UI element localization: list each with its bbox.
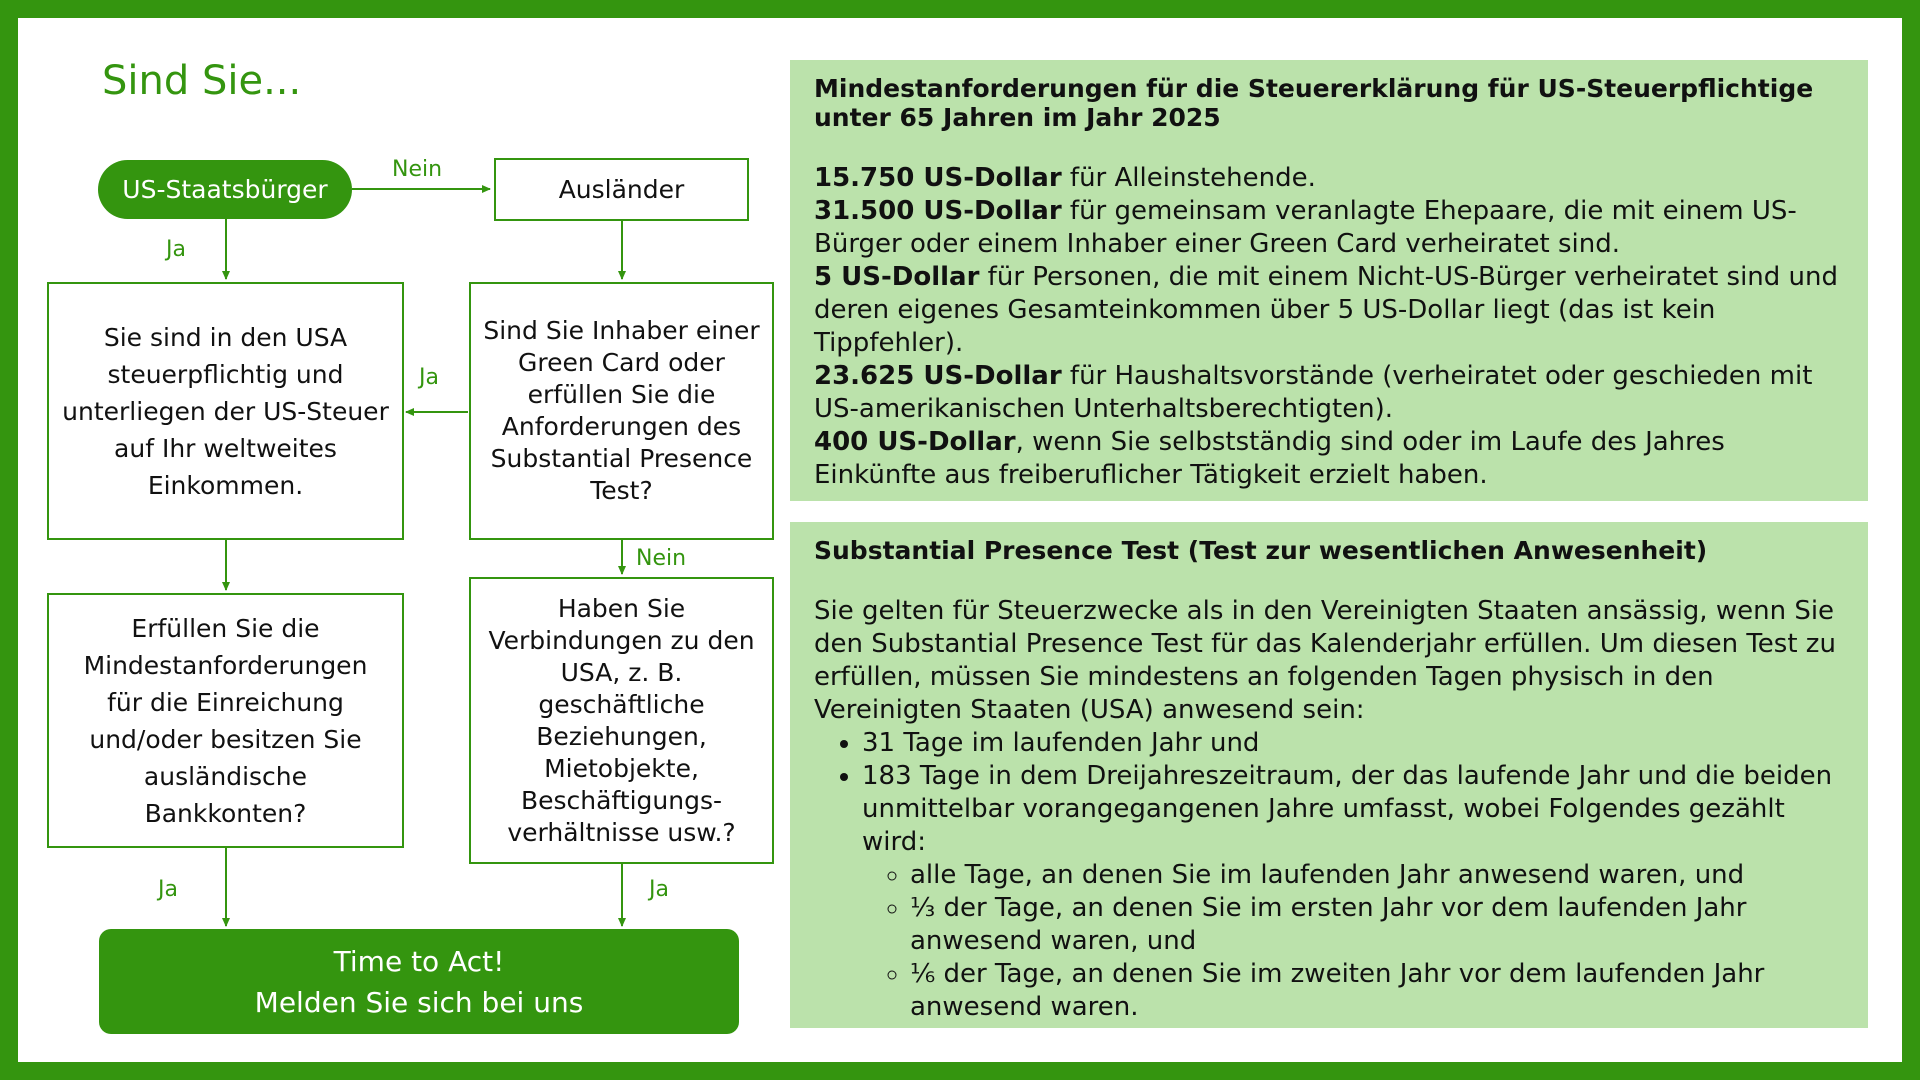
presence-sub-bullet-list — [862, 859, 1844, 1024]
substantial-presence-heading: Substantial Presence Test (Test zur wesentlichen Anwesenheit) — [814, 536, 1708, 565]
substantial-presence-intro: Sie gelten für Steuerzwecke als in den Vereinigten Staaten ansässig, wenn Sie den Substantial Presence Test für das Kalenderjahr erfüllen. Um diesen Test zu erfüllen, müssen Sie mindestens an folgenden Tagen physisch in den Vereinigten Staaten (USA) anwesend sein: — [814, 596, 1836, 725]
requirement-text: für Haushaltsvorstände (verheiratet oder geschieden mit US-amerikanischen Unterhaltsberechtigten). — [814, 361, 1813, 424]
foreigner-label: Ausländer — [558, 174, 685, 204]
page-title: Sind Sie... — [102, 58, 302, 104]
green-card-line: Anforderungen des — [501, 412, 742, 441]
requirements-heading: Mindestanforderungen für die Steuererklärung für US-Steuerpflichtige unter 65 Jahren im Jahr 2025 — [814, 74, 1814, 132]
requirement-item — [814, 426, 1844, 492]
minimum-line: Bankkonten? — [144, 798, 307, 828]
green-card-node — [469, 282, 774, 540]
connections-line: Beziehungen, — [536, 721, 707, 751]
taxable-line: auf Ihr weltweites — [114, 433, 337, 463]
foreigner-node — [494, 158, 749, 221]
presence-sub-bullet: ◦ alle Tage, an denen Sie im laufenden Jahr anwesend waren, und — [910, 859, 1844, 892]
cta-line-2: Melden Sie sich bei uns — [254, 985, 584, 1019]
green-card-line: Substantial Presence — [490, 444, 753, 473]
minimum-requirements-node — [47, 593, 404, 848]
requirements-panel — [790, 60, 1868, 501]
requirement-amount: 31.500 US-Dollar — [814, 196, 1062, 226]
us-citizen-label: US-Staatsbürger — [122, 175, 328, 204]
taxable-line: Sie sind in den USA — [103, 322, 348, 352]
minimum-line: und/oder besitzen Sie — [89, 724, 362, 754]
cta-line-1: Time to Act! — [333, 944, 505, 978]
label-nein-top: Nein — [392, 157, 443, 182]
label-ja-connections: Ja — [649, 877, 669, 902]
requirement-text: für Alleinstehende. — [1061, 163, 1316, 193]
minimum-line: ausländische — [143, 761, 308, 791]
requirement-item — [814, 261, 1844, 360]
connections-line: geschäftliche — [538, 689, 705, 719]
presence-sub-bullet: ◦ ⅙ der Tage, an denen Sie im zweiten Jahr vor dem laufenden Jahr anwesend waren. — [910, 958, 1844, 1024]
connections-line: Haben Sie — [557, 593, 686, 623]
green-card-line: Green Card oder — [518, 348, 725, 377]
green-card-line: erfüllen Sie die — [527, 380, 716, 409]
connections-line: Verbindungen zu den — [488, 625, 755, 655]
requirement-text: , wenn Sie selbstständig sind oder im Laufe des Jahres Einkünfte aus freiberuflicher Tätigkeit erzielt haben. — [814, 427, 1725, 490]
requirement-amount: 23.625 US-Dollar — [814, 361, 1062, 391]
presence-bullet — [862, 727, 1844, 760]
green-card-line: Sind Sie Inhaber einer — [483, 316, 760, 345]
minimum-line: für die Einreichung — [107, 687, 344, 717]
requirement-text: für gemeinsam veranlagte Ehepaare, die mit einem US-Bürger oder einem Inhaber einer Green Card verheiratet sind. — [814, 196, 1797, 259]
us-citizen-node — [98, 160, 352, 219]
presence-sub-bullet: ◦ ⅓ der Tage, an denen Sie im ersten Jahr vor dem laufenden Jahr anwesend waren, und — [910, 892, 1844, 958]
us-connections-node — [469, 577, 774, 864]
connections-line: USA, z. B. — [560, 657, 683, 687]
taxable-line: steuerpflichtig und — [107, 359, 344, 389]
minimum-line: Mindestanforderungen — [83, 650, 368, 680]
minimum-line: Erfüllen Sie die — [131, 613, 320, 643]
requirement-text: für Personen, die mit einem Nicht-US-Bürger verheiratet sind und deren eigenes Gesamteinkommen über 5 US-Dollar liegt (das ist kein Tippfehler). — [814, 262, 1839, 358]
taxable-line: unterliegen der US-Steuer — [62, 396, 389, 426]
presence-bullet-text: 31 Tage im laufenden Jahr und — [862, 728, 1260, 758]
label-ja-greencard: Ja — [419, 365, 439, 390]
presence-bullet-list — [814, 727, 1844, 1024]
requirement-amount: 5 US-Dollar — [814, 262, 980, 292]
connections-line: verhältnisse usw.? — [507, 817, 736, 847]
label-ja-citizen: Ja — [166, 237, 186, 262]
requirement-item — [814, 162, 1844, 195]
requirement-amount: 400 US-Dollar — [814, 427, 1016, 457]
connections-line: Beschäftigungs- — [520, 785, 723, 815]
requirements-list — [814, 162, 1844, 492]
label-ja-minimum: Ja — [158, 877, 178, 902]
presence-bullet-text: 183 Tage in dem Dreijahreszeitraum, der das laufende Jahr und die beiden unmittelbar vorangegangenen Jahre umfasst, wobei Folgendes gezählt wird: — [862, 761, 1833, 857]
requirement-item — [814, 195, 1844, 261]
call-to-action-button[interactable] — [99, 929, 739, 1034]
label-nein-greencard: Nein — [636, 546, 687, 571]
substantial-presence-panel — [790, 522, 1868, 1028]
requirement-amount: 15.750 US-Dollar — [814, 163, 1062, 193]
taxable-node — [47, 282, 404, 540]
connections-line: Mietobjekte, — [544, 753, 699, 783]
requirement-item — [814, 360, 1844, 426]
presence-bullet — [862, 760, 1844, 1024]
taxable-line: Einkommen. — [147, 470, 304, 500]
green-card-line: Test? — [590, 476, 653, 505]
